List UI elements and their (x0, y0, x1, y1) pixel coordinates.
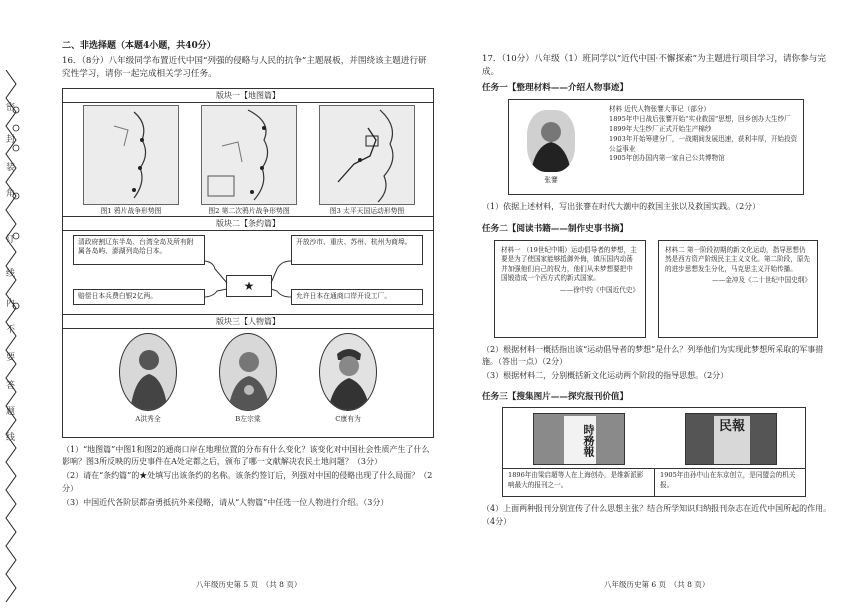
margin-char: 不 (6, 325, 16, 335)
right-page (482, 53, 837, 528)
treaty-clause-indemnity: 赔偿日本兵费白银2亿两。 (73, 289, 205, 305)
treaty-name-blank (226, 275, 272, 297)
timeline-title: 材料 近代人物张謇大事记（部分） (609, 104, 711, 113)
book-excerpt-1 (494, 240, 646, 338)
portrait-caption-zhang-jian: 张謇 (544, 175, 558, 184)
person-caption-c: C康有为 (335, 414, 361, 423)
timeline-item: 1899年大生纱厂正式开始生产棉纱 (609, 124, 712, 133)
margin-char: 答 (6, 381, 16, 391)
minbao-image (685, 413, 777, 465)
section-title: 二、非选择题（本题4小题，共40分） (62, 41, 216, 51)
question-16-3: （3）中国近代各阶层都奋勇抵抗外来侵略，请从“人物篇”中任选一位人物进行介绍。（3分） (62, 498, 389, 508)
book-excerpt-2 (658, 240, 818, 338)
shiwubao-masthead: 時務報 (564, 416, 596, 464)
map-caption-3: 图3 太平天国运动形势图 (329, 206, 405, 215)
question-17-4: （4）上面两种报刊分别宣传了什么思想主张？结合所学知识归纳报刊杂志在近代中国所起的作用。（4分） (482, 504, 832, 526)
zigzag-cut-line (2, 70, 22, 608)
book-excerpts (482, 240, 837, 344)
second-opium-war-map (201, 105, 297, 205)
exhibit-board (62, 88, 434, 438)
taiping-map (319, 105, 415, 205)
question-16-2: （2）请在“条约篇”的★处填写出该条约的名称。该条约签订后，列强对中国的侵略出现了什么局面？（2分） (62, 471, 433, 493)
task-3-title: 任务三【搜集图片——探究报刊价值】 (482, 391, 629, 402)
minbao-masthead: 民報 (714, 416, 750, 464)
left-page-footer: 八年级历史第 5 页 （共 8 页） (196, 580, 302, 589)
portrait-zhang-jian (527, 110, 575, 172)
excerpt-2-source: ——金冲及《二十世纪中国史纲》 (712, 276, 811, 285)
excerpt-1-source: ——徐中约《中国近代史》 (559, 285, 639, 294)
question-17-intro: 17．（10分）八年级（1）班同学以“近代中国·不懈探索”为主题进行项目学习，请你参与完成。 (482, 54, 826, 78)
portrait-hong-xiuquan (119, 333, 177, 411)
margin-char: 线 (6, 269, 16, 279)
treaty-block (63, 217, 433, 315)
binding-margin (0, 30, 22, 600)
shiwubao-image (533, 413, 625, 465)
opium-war-map (83, 105, 179, 205)
person-caption-a: A洪秀全 (135, 414, 161, 423)
margin-char: 内 (6, 299, 16, 309)
people-block (63, 315, 433, 437)
right-page-footer: 八年级历史第 6 页 （共 8 页） (604, 580, 710, 589)
map-caption-1: 图1 鸦片战争形势图 (100, 206, 162, 215)
task-2-title: 任务二【阅读书籍——制作史事书摘】 (482, 224, 629, 235)
timeline-item: 1903年开始筹建分厂，一战期间发展迅速，获利丰厚，开始投资公益事业 (609, 134, 798, 153)
question-16-intro: 16．（8分）八年级同学布置近代中国“列强的侵略与人民的抗争”主题展板，并围绕该主题进行研究性学习，请你一起完成相关学习任务。 (62, 55, 427, 80)
task-1-title: 任务一【整理材料——介绍人物事迹】 (482, 82, 629, 93)
zhang-jian-card (508, 99, 804, 195)
margin-char: 线 (6, 433, 16, 443)
person-caption-b: B左宗棠 (235, 414, 261, 423)
treaty-clause-cession: 清政府割辽东半岛、台湾全岛及所有附属各岛屿、澎湖列岛给日本。 (73, 235, 205, 265)
margin-char: 角 (6, 189, 16, 199)
margin-char: 题 (6, 407, 16, 417)
minbao-caption: 1905年由孙中山在东京创立，是同盟会的机关报。 (655, 468, 805, 497)
margin-char: 装 (6, 163, 16, 173)
portrait-zuo-zongtang (219, 333, 277, 411)
margin-char: 封 (6, 135, 16, 145)
question-17-3: （3）根据材料二，分别概括新文化运动两个阶段的指导思想。（2分） (482, 371, 729, 381)
question-17-2: （2）根据材料一概括指出该“运动倡导者的梦想”是什么？列举他们为实现此梦想所采取的军事措施。（答出一点）（2分） (482, 344, 824, 367)
newspaper-panel (502, 407, 806, 497)
excerpt-1-text: 材料一 （19世纪中期）运动倡导者的梦想，主要是为了使国家能够抵御外侮，镇压国内动荡并加强他们自己的权力，他们从未梦想要把中国锻造成一个西方式的新式国家。 (501, 245, 637, 283)
portrait-kang-youwei (319, 333, 377, 411)
question-16-1: （1）“地图篇”中图1和图2的通商口岸在地理位置的分布有什么变化？该变化对中国社会性质产生了什么影响？图3所反映的历史事件在A处定都之后，颁布了哪一文献解决农民土地问题？（3分） (62, 444, 430, 466)
left-page (62, 40, 434, 510)
shiwubao-caption: 1896年由梁启超等人在上海创办，是维新派影响最大的报刊之一。 (503, 468, 655, 497)
timeline-item: 1905年创办国内第一家自己公共博物馆 (609, 154, 725, 163)
treaty-clause-ports: 开放沙市、重庆、苏州、杭州为商埠。 (291, 235, 423, 265)
star-icon: ★ (243, 278, 255, 293)
people-block-title: 版块三【人物篇】 (63, 315, 433, 329)
treaty-block-title: 版块二【条约篇】 (63, 217, 433, 231)
zhang-jian-timeline (609, 105, 799, 164)
map-block (63, 89, 433, 217)
map-caption-2: 图2 第二次鸦片战争形势图 (208, 206, 290, 215)
margin-char: 要 (6, 353, 16, 363)
timeline-item: 1895年中日战后张謇开始“实业救国”思想，回乡创办大生纱厂 (609, 114, 791, 123)
treaty-clause-factories: 允许日本在通商口岸开设工厂。 (291, 289, 423, 305)
margin-char: 订 (6, 235, 16, 245)
map-block-title: 版块一【地图篇】 (63, 89, 433, 103)
excerpt-2-text: 材料二 第一阶段初期的新文化运动，指导思想仍然是西方资产阶级民主主义文化。第二阶段，原先的进步思想发生分化，马克思主义开始传播。 (665, 245, 811, 273)
margin-char: 密 (6, 103, 16, 113)
question-17-1: （1）依据上述材料，写出张謇在时代大潮中的救国主张以及救国实践。（2分） (482, 201, 761, 211)
